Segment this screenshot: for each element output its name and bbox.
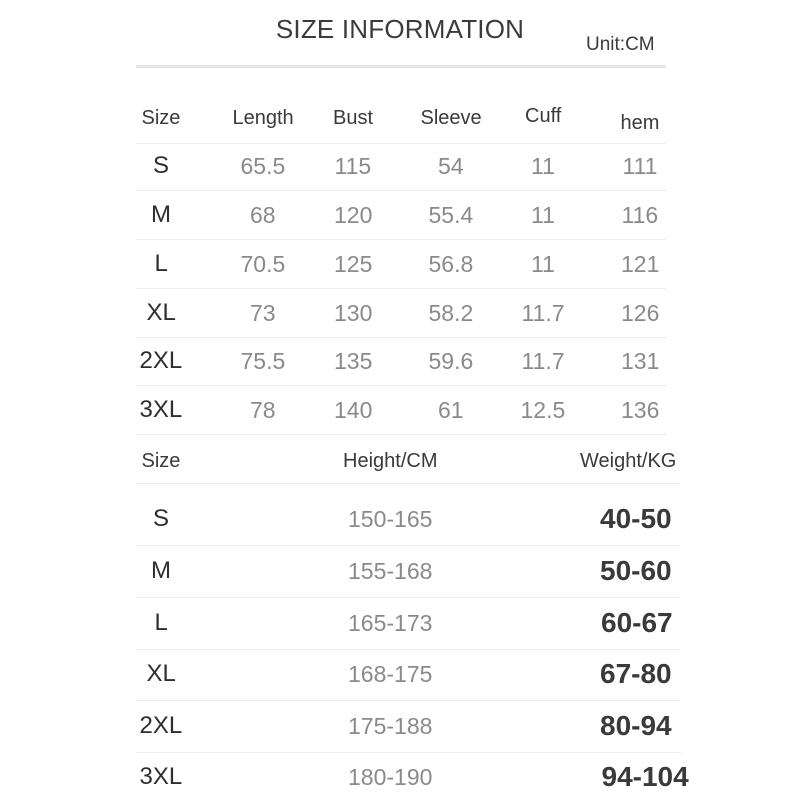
header-sleeve: Sleeve bbox=[420, 106, 482, 129]
row-divider bbox=[136, 700, 681, 701]
row-divider bbox=[136, 288, 666, 289]
bust-cell: 140 bbox=[334, 396, 373, 423]
bust-cell: 120 bbox=[334, 201, 373, 228]
row-divider bbox=[136, 483, 681, 484]
sleeve-cell: 56.8 bbox=[428, 250, 474, 277]
row-divider bbox=[136, 143, 666, 144]
weight-cell: 60-67 bbox=[601, 607, 673, 638]
header-size: Size bbox=[141, 449, 181, 472]
weight-cell: 50-60 bbox=[600, 555, 672, 586]
row-divider bbox=[136, 337, 666, 338]
header-size: Size bbox=[141, 106, 181, 129]
length-cell: 70.5 bbox=[240, 250, 286, 277]
size-cell: S bbox=[153, 505, 170, 532]
size-cell: 2XL bbox=[139, 347, 183, 374]
size-cell: L bbox=[154, 250, 168, 277]
sleeve-cell: 54 bbox=[438, 152, 464, 179]
header-bust: Bust bbox=[333, 106, 374, 129]
weight-cell: 67-80 bbox=[600, 658, 672, 689]
length-cell: 68 bbox=[250, 201, 276, 228]
bust-cell: 135 bbox=[334, 347, 373, 374]
size-cell: 3XL bbox=[139, 396, 183, 423]
row-divider bbox=[136, 545, 681, 546]
row-divider bbox=[136, 752, 681, 753]
row-divider bbox=[136, 434, 666, 435]
hem-cell: 121 bbox=[621, 250, 660, 277]
size-cell: 2XL bbox=[139, 712, 183, 739]
cuff-cell: 11.7 bbox=[521, 299, 565, 326]
hem-cell: 131 bbox=[621, 347, 660, 374]
title-divider bbox=[136, 65, 666, 68]
header-length: Length bbox=[232, 106, 294, 129]
size-cell: M bbox=[151, 201, 171, 228]
cuff-cell: 11 bbox=[531, 152, 555, 179]
size-cell: M bbox=[151, 557, 171, 584]
row-divider bbox=[136, 385, 666, 386]
row-divider bbox=[136, 649, 681, 650]
length-cell: 75.5 bbox=[240, 347, 286, 374]
weight-cell: 94-104 bbox=[601, 761, 689, 792]
height-cell: 165-173 bbox=[348, 609, 433, 636]
height-cell: 180-190 bbox=[348, 763, 433, 790]
hem-cell: 116 bbox=[621, 201, 659, 228]
size-cell: XL bbox=[146, 660, 176, 687]
bust-cell: 115 bbox=[334, 152, 372, 179]
page-title: SIZE INFORMATION bbox=[275, 14, 525, 44]
header-weight: Weight/KG bbox=[580, 449, 677, 472]
row-divider bbox=[136, 190, 666, 191]
hem-cell: 136 bbox=[621, 396, 660, 423]
header-hem: hem bbox=[620, 111, 660, 134]
bust-cell: 125 bbox=[334, 250, 373, 277]
header-cuff: Cuff bbox=[525, 104, 562, 127]
header-height: Height/CM bbox=[343, 449, 438, 472]
cuff-cell: 11.7 bbox=[521, 347, 565, 374]
size-cell: S bbox=[153, 152, 170, 179]
height-cell: 168-175 bbox=[348, 660, 433, 687]
length-cell: 78 bbox=[250, 396, 276, 423]
height-cell: 155-168 bbox=[348, 557, 433, 584]
cuff-cell: 12.5 bbox=[520, 396, 566, 423]
hem-cell: 111 bbox=[622, 152, 658, 179]
cuff-cell: 11 bbox=[531, 250, 555, 277]
height-cell: 175-188 bbox=[348, 712, 433, 739]
size-cell: L bbox=[154, 609, 168, 636]
weight-cell: 40-50 bbox=[600, 503, 672, 534]
length-cell: 65.5 bbox=[240, 152, 286, 179]
height-cell: 150-165 bbox=[348, 505, 433, 532]
size-cell: XL bbox=[146, 299, 176, 326]
weight-cell: 80-94 bbox=[600, 710, 672, 741]
size-cell: 3XL bbox=[139, 763, 183, 790]
bust-cell: 130 bbox=[334, 299, 373, 326]
length-cell: 73 bbox=[250, 299, 276, 326]
cuff-cell: 11 bbox=[531, 201, 555, 228]
row-divider bbox=[136, 239, 666, 240]
sleeve-cell: 58.2 bbox=[428, 299, 474, 326]
row-divider bbox=[136, 597, 681, 598]
unit-label: Unit:CM bbox=[586, 34, 655, 55]
sleeve-cell: 59.6 bbox=[428, 347, 474, 374]
sleeve-cell: 61 bbox=[438, 396, 464, 423]
sleeve-cell: 55.4 bbox=[428, 201, 474, 228]
hem-cell: 126 bbox=[621, 299, 660, 326]
